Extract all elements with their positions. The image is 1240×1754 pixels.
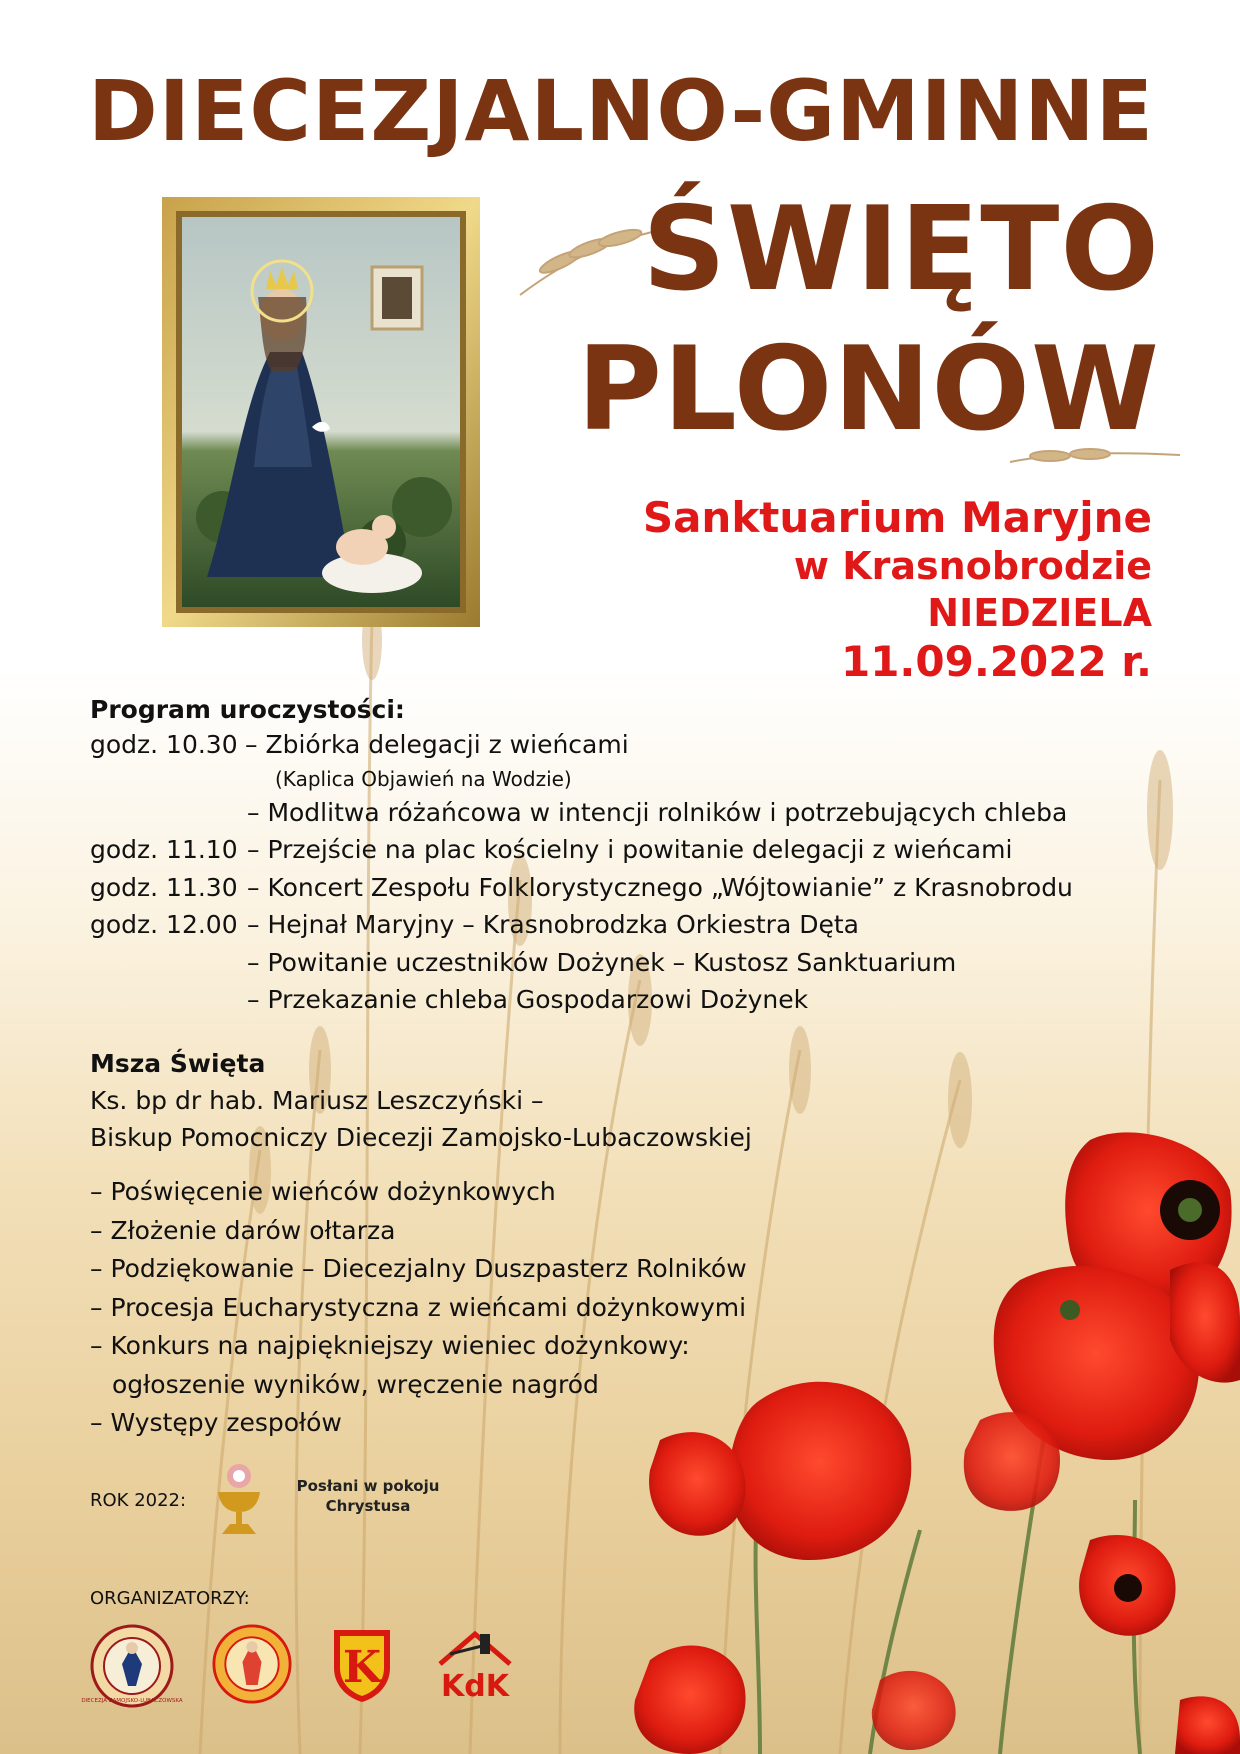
mass-celebrant: Ks. bp dr hab. Mariusz Leszczyński –: [90, 1086, 544, 1115]
motto-line-2: Chrystusa: [325, 1497, 411, 1516]
diocese-seal-icon: [81, 1624, 183, 1708]
organizers-label: ORGANIZATORZY:: [90, 1588, 250, 1609]
list-item: – Podziękowanie – Diecezjalny Duszpasterz Rolników: [90, 1254, 747, 1283]
program-items: [90, 1173, 850, 1443]
program-text: – Koncert Zespołu Folklorystycznego „Wójtowianie” z Krasnobrodu: [247, 872, 1073, 902]
venue-name: Sanktuarium Maryjne: [642, 493, 1152, 542]
mass-section: [90, 1045, 850, 1156]
program-row: [90, 869, 1150, 907]
program-time: godz. 12.00: [90, 910, 238, 939]
title-line-1: DIECEZJALNO-GMINNE: [88, 62, 1154, 160]
program-text: – Przejście na plac kościelny i powitanie delegacji z wieńcami: [247, 835, 1013, 864]
year-motto: [268, 1476, 468, 1517]
program-row: [90, 906, 1150, 944]
madonna-painting: [162, 197, 480, 627]
program-row: [90, 794, 1150, 832]
list-item: – Złożenie darów ołtarza: [90, 1215, 396, 1245]
program-text: – Hejnał Maryjny – Krasnobrodzka Orkiestra Dęta: [247, 910, 859, 939]
venue-block: [560, 492, 1152, 687]
list-item: – Procesja Eucharystyczna z wieńcami dożynkowymi: [90, 1292, 747, 1322]
coat-letter: K: [342, 1642, 382, 1693]
motto-line-1: Posłani w pokoju: [296, 1477, 440, 1495]
sanctuary-seal-icon: [212, 1624, 292, 1704]
list-item-continuation: ogłoszenie wyników, wręczenie nagród: [112, 1369, 599, 1399]
program-text: – Przekazanie chleba Gospodarzowi Dożynek: [247, 985, 809, 1014]
event-date: 11.09.2022 r.: [840, 636, 1152, 686]
kdk-logo-icon: [430, 1624, 520, 1704]
program-text: – Zbiórka delegacji z wieńcami: [245, 730, 629, 759]
kdk-text: KdK: [441, 1669, 509, 1704]
program-time: godz. 10.30: [90, 730, 238, 759]
program-section: [90, 695, 1150, 1019]
list-item: – Występy zespołów: [90, 1408, 342, 1437]
program-text: – Powitanie uczestników Dożynek – Kustosz Sanktuarium: [247, 947, 957, 977]
venue-town: w Krasnobrodzie: [793, 544, 1152, 589]
program-row: [90, 726, 1150, 764]
program-row: [90, 831, 1150, 869]
list-item: – Poświęcenie wieńców dożynkowych: [90, 1177, 556, 1206]
event-day: NIEDZIELA: [927, 590, 1152, 635]
seal-text: DIECEZJA ZAMOJSKO-LUBACZOWSKA: [81, 1698, 183, 1704]
coat-of-arms-icon: [330, 1624, 394, 1704]
title-line-2: ŚWIĘTO: [642, 182, 1160, 317]
list-item: – Konkurs na najpiękniejszy wieniec dożynkowy:: [90, 1331, 690, 1360]
program-note: (Kaplica Objawień na Wodzie): [275, 766, 572, 791]
chalice-icon: [206, 1462, 272, 1538]
program-time: godz. 11.10: [90, 835, 238, 864]
program-row: [90, 944, 1150, 982]
program-row: [90, 981, 1150, 1019]
program-time: godz. 11.30: [90, 872, 238, 902]
title-line-3: PLONÓW: [576, 322, 1160, 457]
mass-title: Msza Święta: [90, 1049, 266, 1078]
year-label: ROK 2022:: [90, 1490, 187, 1511]
program-title: Program uroczystości:: [90, 695, 405, 724]
program-text: – Modlitwa różańcowa w intencji rolników i potrzebujących chleba: [247, 797, 1068, 827]
mass-celebrant-role: Biskup Pomocniczy Diecezji Zamojsko-Lubaczowskiej: [90, 1123, 752, 1152]
program-row: [90, 764, 1150, 794]
